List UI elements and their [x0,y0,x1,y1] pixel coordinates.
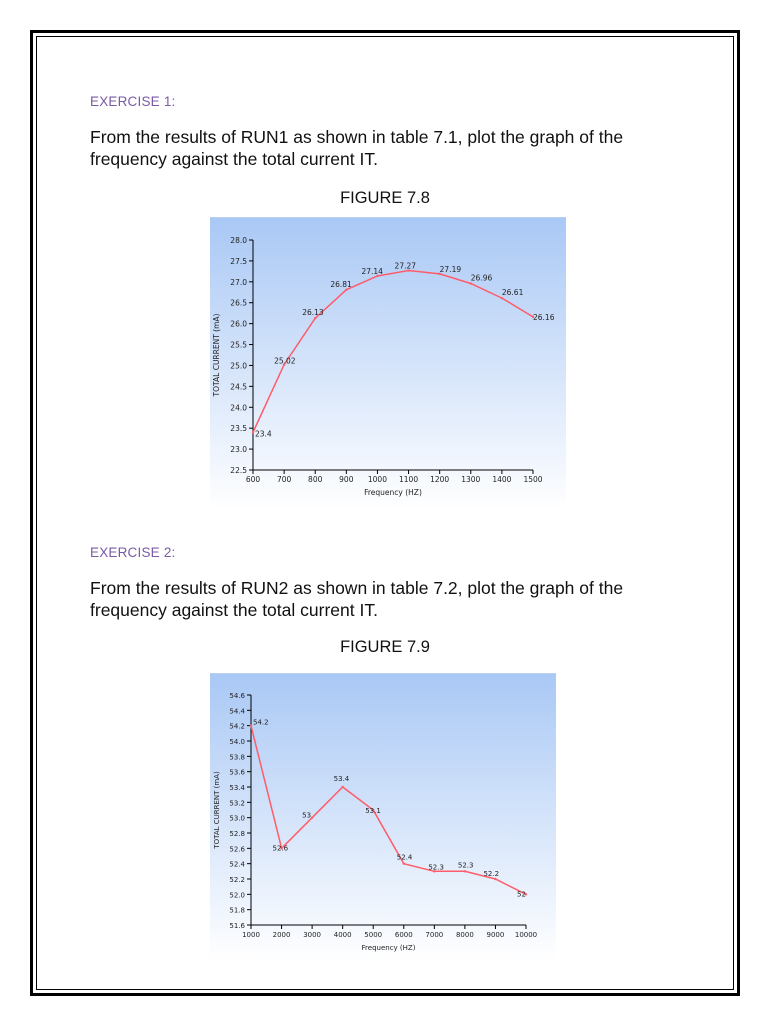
data-label: 52.2 [483,870,500,878]
y-tick-label: 23.5 [230,424,247,434]
data-label: 52.6 [272,844,289,853]
y-tick-label: 53.6 [229,768,245,777]
exercise-2-heading: EXERCISE 2: [90,545,176,560]
data-label: 53 [302,811,312,820]
data-label: 25.02 [274,356,296,366]
chart-background [210,217,566,510]
data-point [494,878,496,880]
exercise-2-text-line-1: From the results of RUN2 as shown in table 7.2, plot the graph of the [90,578,624,598]
data-label: 26.13 [302,308,324,318]
x-tick-label: 1300 [461,475,481,484]
x-tick-label: 600 [245,475,261,484]
x-tick-label: 800 [308,475,323,484]
data-label: 54.2 [253,718,269,727]
data-point [464,870,466,872]
y-tick-label: 25.0 [230,361,247,371]
exercise-1-heading: EXERCISE 1: [90,94,176,109]
data-point [345,289,347,291]
x-tick-label: 8000 [455,931,474,939]
y-tick-label: 54.4 [229,707,245,716]
data-point [250,724,252,726]
y-tick-label: 52.8 [229,830,245,838]
data-label: 26.81 [330,279,352,289]
y-tick-label: 27.0 [230,277,247,287]
data-point [252,431,254,433]
figure-7-8-title: FIGURE 7.8 [340,189,430,207]
data-point [314,317,316,319]
data-label: 53.1 [365,807,381,815]
y-tick-label: 24.0 [230,403,247,413]
data-point [501,297,503,299]
y-tick-label: 52.6 [229,845,245,854]
figure-7-9-title: FIGURE 7.9 [340,638,430,656]
y-tick-label: 54.6 [229,692,245,700]
figure-7-8-chart [210,217,566,510]
data-label: 26.16 [533,312,555,322]
data-point [470,282,472,284]
y-tick-label: 22.5 [230,466,247,475]
y-tick-label: 51.6 [229,922,245,930]
data-label: 52.3 [428,863,444,872]
data-label: 52.4 [396,853,413,862]
data-point [341,786,343,788]
y-tick-label: 54.0 [229,738,245,746]
exercise-1-text-line-1: From the results of RUN1 as shown in table 7.1, plot the graph of the [90,127,624,147]
y-tick-label: 51.8 [229,906,245,915]
y-tick-label: 52.2 [229,876,245,884]
x-tick-label: 10000 [514,931,538,939]
x-tick-label: 1000 [242,931,260,939]
y-tick-label: 54.2 [229,722,245,731]
x-tick-label: 9000 [486,931,505,939]
x-tick-label: 700 [276,475,292,484]
x-tick-label: 3000 [303,931,322,939]
x-tick-label: 7000 [425,931,444,939]
data-label: 27.14 [361,266,383,276]
data-point [311,816,313,818]
y-tick-label: 25.5 [230,340,247,350]
x-tick-label: 1400 [492,475,512,484]
y-tick-label: 52.4 [229,860,245,869]
y-tick-label: 53.0 [229,814,245,823]
y-tick-label: 53.2 [229,799,245,808]
data-label: 26.96 [470,273,493,283]
data-label: 26.61 [501,288,524,298]
x-tick-label: 1000 [367,475,387,484]
x-tick-label: 900 [339,475,354,484]
y-tick-label: 24.5 [230,382,247,392]
data-label: 27.19 [439,264,462,274]
x-axis-label: Frequency (HZ) [364,488,422,497]
data-label: 52 [517,890,526,899]
data-label: 23.4 [255,429,272,439]
x-tick-label: 1500 [523,475,543,484]
y-tick-label: 26.5 [230,298,247,308]
y-axis-label: TOTAL CURRENT (mA) [212,313,221,397]
data-label: 27.27 [394,261,417,271]
y-axis-label: TOTAL CURRENT (mA) [213,771,221,849]
data-label: 53.4 [333,775,350,783]
exercise-1-text-line-2: frequency against the total current IT. [90,149,378,169]
y-tick-label: 53.8 [229,753,245,762]
x-tick-label: 5000 [364,931,383,939]
data-point [403,862,405,864]
y-tick-label: 28.0 [230,236,247,245]
y-tick-label: 27.5 [230,256,247,266]
chart-background [210,673,556,961]
x-tick-label: 6000 [394,931,413,939]
x-tick-label: 1100 [399,475,419,484]
data-label: 52.3 [457,861,474,870]
figure-7-9-chart [210,673,556,961]
x-tick-label: 4000 [333,931,352,939]
y-tick-label: 53.4 [229,784,245,792]
x-tick-label: 1200 [430,475,450,484]
y-tick-label: 23.0 [230,445,247,455]
x-axis-label: Frequency (HZ) [361,944,416,952]
y-tick-label: 52.0 [229,891,245,900]
exercise-2-text-line-2: frequency against the total current IT. [90,600,378,620]
y-tick-label: 26.0 [230,319,247,329]
x-tick-label: 2000 [272,931,291,939]
